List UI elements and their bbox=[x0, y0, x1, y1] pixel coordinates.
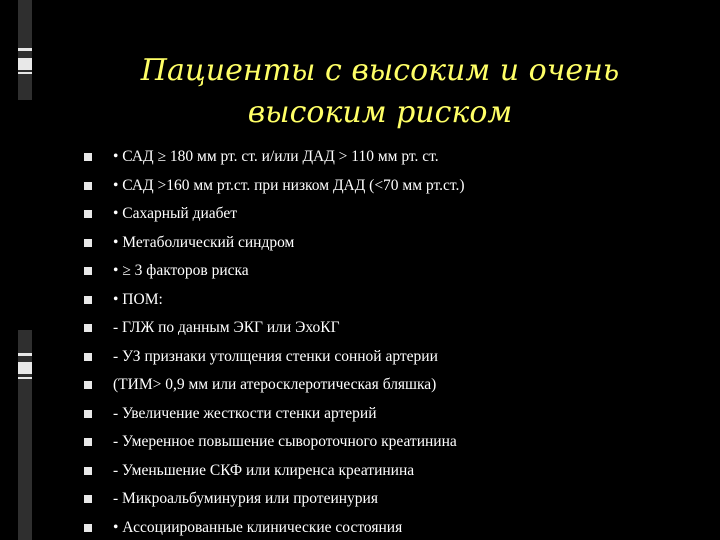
list-item-text: • САД >160 мм рт.ст. при низком ДАД (<70 мм рт.ст.) bbox=[113, 176, 465, 194]
square-bullet-icon bbox=[84, 495, 92, 503]
square-bullet-icon bbox=[84, 239, 92, 247]
list-item bbox=[84, 229, 704, 258]
decorative-stripe bbox=[18, 48, 32, 51]
square-bullet-icon bbox=[84, 381, 92, 389]
square-bullet-icon bbox=[84, 267, 92, 275]
decorative-stripe bbox=[18, 72, 32, 74]
bullet-list bbox=[84, 143, 704, 540]
list-item bbox=[84, 371, 704, 400]
list-item bbox=[84, 257, 704, 286]
list-item-text: • Ассоциированные клинические состояния bbox=[113, 518, 403, 536]
list-item-text: - Микроальбуминурия или протеинурия bbox=[113, 490, 378, 508]
list-item bbox=[84, 485, 704, 514]
list-item bbox=[84, 172, 704, 201]
list-item-text: - ГЛЖ по данным ЭКГ или ЭхоКГ bbox=[113, 319, 340, 337]
list-item-text: - Уменьшение СКФ или клиренса креатинина bbox=[113, 461, 415, 479]
list-item-text: • ПОМ: bbox=[113, 290, 163, 308]
decorative-stripe bbox=[18, 353, 32, 356]
decorative-stripe bbox=[18, 362, 32, 374]
square-bullet-icon bbox=[84, 410, 92, 418]
list-item bbox=[84, 314, 704, 343]
square-bullet-icon bbox=[84, 353, 92, 361]
list-item-text: • Метаболический синдром bbox=[113, 233, 295, 251]
square-bullet-icon bbox=[84, 524, 92, 532]
list-item bbox=[84, 457, 704, 486]
list-item bbox=[84, 343, 704, 372]
square-bullet-icon bbox=[84, 324, 92, 332]
square-bullet-icon bbox=[84, 296, 92, 304]
square-bullet-icon bbox=[84, 182, 92, 190]
list-item bbox=[84, 286, 704, 315]
square-bullet-icon bbox=[84, 210, 92, 218]
decorative-stripe bbox=[18, 377, 32, 379]
list-item-text: - Умеренное повышение сывороточного креатинина bbox=[113, 433, 457, 451]
list-item-text: • САД ≥ 180 мм рт. ст. и/или ДАД > 110 мм рт. ст. bbox=[113, 148, 439, 166]
square-bullet-icon bbox=[84, 438, 92, 446]
list-item-text: - УЗ признаки утолщения стенки сонной артерии bbox=[113, 347, 438, 365]
list-item-text: • Сахарный диабет bbox=[113, 205, 237, 223]
list-item-text: (ТИМ> 0,9 мм или атеросклеротическая бляшка) bbox=[113, 376, 437, 394]
list-item-text: - Увеличение жесткости стенки артерий bbox=[113, 404, 377, 422]
decorative-stripe bbox=[18, 58, 32, 70]
list-item bbox=[84, 400, 704, 429]
square-bullet-icon bbox=[84, 153, 92, 161]
square-bullet-icon bbox=[84, 467, 92, 475]
list-item bbox=[84, 143, 704, 172]
list-item bbox=[84, 200, 704, 229]
list-item bbox=[84, 514, 704, 540]
list-item bbox=[84, 428, 704, 457]
slide-title: Пациенты с высоким и очень высоким риском bbox=[140, 53, 620, 130]
list-item-text: • ≥ 3 факторов риска bbox=[113, 262, 249, 280]
